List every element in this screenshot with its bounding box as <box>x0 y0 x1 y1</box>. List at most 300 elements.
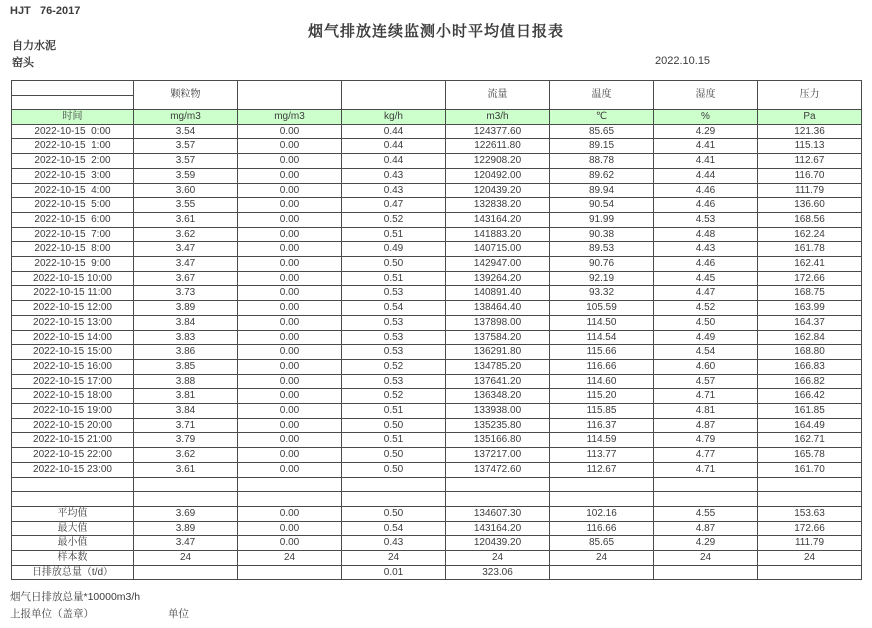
group-header-cell-4: 温度 <box>550 81 654 110</box>
value-cell: 114.59 <box>550 433 654 448</box>
value-cell: 0.00 <box>238 183 342 198</box>
table-row <box>12 345 862 360</box>
group-header-cell-0: 颗粒物 <box>134 81 238 110</box>
empty-cell <box>446 492 550 507</box>
summary-value-cell <box>758 565 862 580</box>
value-cell: 168.75 <box>758 286 862 301</box>
value-cell: 3.57 <box>134 139 238 154</box>
summary-value-cell: 4.55 <box>654 506 758 521</box>
empty-row <box>12 492 862 507</box>
value-cell: 135166.80 <box>446 433 550 448</box>
value-cell: 166.82 <box>758 374 862 389</box>
value-cell: 116.70 <box>758 168 862 183</box>
empty-cell <box>654 492 758 507</box>
value-cell: 120439.20 <box>446 183 550 198</box>
value-cell: 0.00 <box>238 139 342 154</box>
footer-note: 烟气日排放总量*10000m3/h <box>10 591 141 603</box>
table-row <box>12 301 862 316</box>
time-cell: 2022-10-15 12:00 <box>12 301 134 316</box>
time-cell: 2022-10-15 20:00 <box>12 418 134 433</box>
value-cell: 135235.80 <box>446 418 550 433</box>
summary-row <box>12 536 862 551</box>
value-cell: 0.51 <box>342 227 446 242</box>
unit-header-cell-4: m3/h <box>446 110 550 125</box>
value-cell: 136291.80 <box>446 345 550 360</box>
summary-row <box>12 565 862 580</box>
summary-value-cell: 102.16 <box>550 506 654 521</box>
table-row <box>12 257 862 272</box>
value-cell: 161.70 <box>758 462 862 477</box>
value-cell: 0.00 <box>238 286 342 301</box>
empty-cell <box>654 477 758 492</box>
time-cell: 2022-10-15 11:00 <box>12 286 134 301</box>
value-cell: 0.51 <box>342 404 446 419</box>
summary-value-cell: 153.63 <box>758 506 862 521</box>
value-cell: 161.78 <box>758 242 862 257</box>
summary-value-cell: 24 <box>238 551 342 566</box>
table-row <box>12 359 862 374</box>
summary-label: 平均值 <box>12 506 134 521</box>
value-cell: 89.15 <box>550 139 654 154</box>
value-cell: 92.19 <box>550 271 654 286</box>
empty-cell <box>550 477 654 492</box>
summary-value-cell: 24 <box>654 551 758 566</box>
value-cell: 0.00 <box>238 359 342 374</box>
value-cell: 3.62 <box>134 448 238 463</box>
group-header-cell-5: 湿度 <box>654 81 758 110</box>
summary-value-cell: 116.66 <box>550 521 654 536</box>
time-cell: 2022-10-15 8:00 <box>12 242 134 257</box>
value-cell: 3.84 <box>134 404 238 419</box>
table-head <box>12 81 862 125</box>
value-cell: 91.99 <box>550 212 654 227</box>
value-cell: 111.79 <box>758 183 862 198</box>
summary-value-cell: 0.00 <box>238 506 342 521</box>
unit-header-cell-5: ℃ <box>550 110 654 125</box>
value-cell: 0.47 <box>342 198 446 213</box>
summary-value-cell: 111.79 <box>758 536 862 551</box>
empty-cell <box>12 492 134 507</box>
value-cell: 166.42 <box>758 389 862 404</box>
value-cell: 3.83 <box>134 330 238 345</box>
summary-value-cell: 0.50 <box>342 506 446 521</box>
value-cell: 141883.20 <box>446 227 550 242</box>
summary-value-cell: 0.43 <box>342 536 446 551</box>
value-cell: 3.89 <box>134 301 238 316</box>
value-cell: 3.62 <box>134 227 238 242</box>
unit-header-cell-7: Pa <box>758 110 862 125</box>
summary-value-cell: 24 <box>446 551 550 566</box>
value-cell: 4.46 <box>654 198 758 213</box>
time-cell: 2022-10-15 14:00 <box>12 330 134 345</box>
value-cell: 137641.20 <box>446 374 550 389</box>
summary-value-cell: 3.69 <box>134 506 238 521</box>
value-cell: 3.85 <box>134 359 238 374</box>
empty-row <box>12 477 862 492</box>
value-cell: 0.00 <box>238 345 342 360</box>
time-cell: 2022-10-15 15:00 <box>12 345 134 360</box>
value-cell: 4.45 <box>654 271 758 286</box>
group-header-cell-3: 流量 <box>446 81 550 110</box>
value-cell: 88.78 <box>550 154 654 169</box>
summary-row <box>12 521 862 536</box>
unit-header-cell-1: mg/m3 <box>134 110 238 125</box>
value-cell: 0.00 <box>238 462 342 477</box>
time-subheader-cell <box>12 81 134 96</box>
time-subheader-cell <box>12 95 134 110</box>
value-cell: 0.00 <box>238 389 342 404</box>
value-cell: 0.44 <box>342 124 446 139</box>
empty-cell <box>446 477 550 492</box>
value-cell: 121.36 <box>758 124 862 139</box>
time-cell: 2022-10-15 2:00 <box>12 154 134 169</box>
value-cell: 0.00 <box>238 168 342 183</box>
station-name: 窑头 <box>12 57 34 69</box>
value-cell: 114.50 <box>550 315 654 330</box>
summary-value-cell <box>550 565 654 580</box>
value-cell: 3.61 <box>134 212 238 227</box>
value-cell: 0.00 <box>238 212 342 227</box>
value-cell: 0.53 <box>342 315 446 330</box>
value-cell: 4.77 <box>654 448 758 463</box>
value-cell: 4.52 <box>654 301 758 316</box>
value-cell: 0.00 <box>238 124 342 139</box>
value-cell: 4.47 <box>654 286 758 301</box>
unit-header-row <box>12 110 862 125</box>
value-cell: 89.53 <box>550 242 654 257</box>
report-table <box>11 80 862 580</box>
empty-cell <box>550 492 654 507</box>
group-header-cell-2 <box>342 81 446 110</box>
unit-header-cell-6: % <box>654 110 758 125</box>
value-cell: 139264.20 <box>446 271 550 286</box>
value-cell: 0.44 <box>342 139 446 154</box>
value-cell: 114.60 <box>550 374 654 389</box>
unit-header-cell-3: kg/h <box>342 110 446 125</box>
company-name: 自力水泥 <box>12 40 56 52</box>
value-cell: 3.81 <box>134 389 238 404</box>
value-cell: 0.50 <box>342 462 446 477</box>
value-cell: 85.65 <box>550 124 654 139</box>
value-cell: 0.43 <box>342 183 446 198</box>
value-cell: 90.38 <box>550 227 654 242</box>
value-cell: 163.99 <box>758 301 862 316</box>
value-cell: 0.00 <box>238 448 342 463</box>
table-row <box>12 139 862 154</box>
value-cell: 3.67 <box>134 271 238 286</box>
value-cell: 115.85 <box>550 404 654 419</box>
time-cell: 2022-10-15 13:00 <box>12 315 134 330</box>
summary-value-cell: 0.01 <box>342 565 446 580</box>
value-cell: 4.87 <box>654 418 758 433</box>
value-cell: 0.44 <box>342 154 446 169</box>
group-header-row <box>12 81 862 96</box>
value-cell: 138464.40 <box>446 301 550 316</box>
value-cell: 0.53 <box>342 286 446 301</box>
value-cell: 3.47 <box>134 242 238 257</box>
summary-value-cell: 0.54 <box>342 521 446 536</box>
value-cell: 0.00 <box>238 404 342 419</box>
empty-cell <box>342 492 446 507</box>
value-cell: 4.48 <box>654 227 758 242</box>
value-cell: 3.88 <box>134 374 238 389</box>
value-cell: 3.61 <box>134 462 238 477</box>
value-cell: 90.76 <box>550 257 654 272</box>
value-cell: 3.54 <box>134 124 238 139</box>
value-cell: 93.32 <box>550 286 654 301</box>
summary-value-cell: 120439.20 <box>446 536 550 551</box>
summary-label: 最小值 <box>12 536 134 551</box>
value-cell: 4.44 <box>654 168 758 183</box>
value-cell: 136348.20 <box>446 389 550 404</box>
table-row <box>12 389 862 404</box>
value-cell: 116.66 <box>550 359 654 374</box>
table-body <box>12 124 862 580</box>
time-cell: 2022-10-15 10:00 <box>12 271 134 286</box>
group-header-cell-6: 压力 <box>758 81 862 110</box>
value-cell: 0.00 <box>238 418 342 433</box>
value-cell: 90.54 <box>550 198 654 213</box>
table-row <box>12 198 862 213</box>
summary-value-cell <box>238 565 342 580</box>
value-cell: 3.60 <box>134 183 238 198</box>
value-cell: 4.49 <box>654 330 758 345</box>
report-unit-label: 上报单位（盖章） <box>10 608 94 620</box>
summary-value-cell: 323.06 <box>446 565 550 580</box>
time-cell: 2022-10-15 5:00 <box>12 198 134 213</box>
summary-label: 最大值 <box>12 521 134 536</box>
summary-label: 样本数 <box>12 551 134 566</box>
summary-label: 日排放总量（t/d） <box>12 565 134 580</box>
report-date: 2022.10.15 <box>655 55 711 67</box>
value-cell: 165.78 <box>758 448 862 463</box>
value-cell: 4.41 <box>654 139 758 154</box>
value-cell: 115.66 <box>550 345 654 360</box>
value-cell: 120492.00 <box>446 168 550 183</box>
table-row <box>12 154 862 169</box>
table-row <box>12 286 862 301</box>
summary-value-cell: 24 <box>550 551 654 566</box>
value-cell: 168.80 <box>758 345 862 360</box>
value-cell: 4.53 <box>654 212 758 227</box>
value-cell: 0.50 <box>342 257 446 272</box>
empty-cell <box>758 477 862 492</box>
empty-cell <box>238 477 342 492</box>
value-cell: 4.41 <box>654 154 758 169</box>
value-cell: 115.13 <box>758 139 862 154</box>
time-cell: 2022-10-15 6:00 <box>12 212 134 227</box>
value-cell: 0.53 <box>342 330 446 345</box>
value-cell: 143164.20 <box>446 212 550 227</box>
value-cell: 132838.20 <box>446 198 550 213</box>
value-cell: 0.52 <box>342 212 446 227</box>
value-cell: 3.55 <box>134 198 238 213</box>
value-cell: 4.29 <box>654 124 758 139</box>
value-cell: 0.53 <box>342 345 446 360</box>
time-cell: 2022-10-15 0:00 <box>12 124 134 139</box>
value-cell: 4.46 <box>654 183 758 198</box>
value-cell: 4.71 <box>654 389 758 404</box>
summary-row <box>12 551 862 566</box>
value-cell: 122611.80 <box>446 139 550 154</box>
time-cell: 2022-10-15 7:00 <box>12 227 134 242</box>
time-cell: 2022-10-15 23:00 <box>12 462 134 477</box>
value-cell: 0.52 <box>342 359 446 374</box>
value-cell: 3.86 <box>134 345 238 360</box>
value-cell: 0.50 <box>342 448 446 463</box>
value-cell: 3.79 <box>134 433 238 448</box>
summary-row <box>12 506 862 521</box>
value-cell: 162.41 <box>758 257 862 272</box>
time-cell: 2022-10-15 4:00 <box>12 183 134 198</box>
table-row <box>12 330 862 345</box>
table-row <box>12 168 862 183</box>
time-cell: 2022-10-15 17:00 <box>12 374 134 389</box>
value-cell: 166.83 <box>758 359 862 374</box>
value-cell: 4.79 <box>654 433 758 448</box>
value-cell: 0.53 <box>342 374 446 389</box>
summary-value-cell <box>654 565 758 580</box>
value-cell: 137898.00 <box>446 315 550 330</box>
value-cell: 105.59 <box>550 301 654 316</box>
value-cell: 112.67 <box>550 462 654 477</box>
time-cell: 2022-10-15 16:00 <box>12 359 134 374</box>
empty-cell <box>758 492 862 507</box>
value-cell: 0.51 <box>342 433 446 448</box>
value-cell: 0.00 <box>238 374 342 389</box>
value-cell: 3.47 <box>134 257 238 272</box>
value-cell: 4.57 <box>654 374 758 389</box>
value-cell: 137472.60 <box>446 462 550 477</box>
time-cell: 2022-10-15 22:00 <box>12 448 134 463</box>
summary-value-cell: 0.00 <box>238 521 342 536</box>
empty-cell <box>238 492 342 507</box>
value-cell: 142947.00 <box>446 257 550 272</box>
table-row <box>12 448 862 463</box>
value-cell: 0.49 <box>342 242 446 257</box>
value-cell: 0.51 <box>342 271 446 286</box>
value-cell: 172.66 <box>758 271 862 286</box>
value-cell: 3.73 <box>134 286 238 301</box>
value-cell: 3.71 <box>134 418 238 433</box>
value-cell: 0.54 <box>342 301 446 316</box>
time-cell: 2022-10-15 1:00 <box>12 139 134 154</box>
table-row <box>12 433 862 448</box>
doc-code: HJT 76-2017 <box>10 5 81 17</box>
value-cell: 162.24 <box>758 227 862 242</box>
summary-value-cell: 85.65 <box>550 536 654 551</box>
summary-value-cell: 4.87 <box>654 521 758 536</box>
value-cell: 0.00 <box>238 227 342 242</box>
value-cell: 168.56 <box>758 212 862 227</box>
value-cell: 4.81 <box>654 404 758 419</box>
time-cell: 2022-10-15 21:00 <box>12 433 134 448</box>
summary-value-cell: 4.29 <box>654 536 758 551</box>
value-cell: 122908.20 <box>446 154 550 169</box>
value-cell: 124377.60 <box>446 124 550 139</box>
value-cell: 4.46 <box>654 257 758 272</box>
table-row <box>12 124 862 139</box>
table-row <box>12 462 862 477</box>
summary-value-cell: 24 <box>758 551 862 566</box>
table-row <box>12 315 862 330</box>
value-cell: 137217.00 <box>446 448 550 463</box>
time-cell: 2022-10-15 9:00 <box>12 257 134 272</box>
value-cell: 114.54 <box>550 330 654 345</box>
table-row <box>12 183 862 198</box>
value-cell: 0.00 <box>238 330 342 345</box>
value-cell: 89.94 <box>550 183 654 198</box>
unit-label: 单位 <box>168 608 189 620</box>
value-cell: 0.52 <box>342 389 446 404</box>
value-cell: 0.00 <box>238 154 342 169</box>
value-cell: 0.00 <box>238 198 342 213</box>
time-header-cell: 时间 <box>12 110 134 125</box>
summary-value-cell <box>134 565 238 580</box>
value-cell: 3.84 <box>134 315 238 330</box>
table-row <box>12 374 862 389</box>
value-cell: 0.00 <box>238 433 342 448</box>
value-cell: 3.59 <box>134 168 238 183</box>
summary-value-cell: 24 <box>342 551 446 566</box>
value-cell: 89.62 <box>550 168 654 183</box>
value-cell: 3.57 <box>134 154 238 169</box>
value-cell: 164.37 <box>758 315 862 330</box>
value-cell: 4.54 <box>654 345 758 360</box>
time-cell: 2022-10-15 18:00 <box>12 389 134 404</box>
value-cell: 4.43 <box>654 242 758 257</box>
page-title: 烟气排放连续监测小时平均值日报表 <box>307 23 564 40</box>
value-cell: 4.71 <box>654 462 758 477</box>
value-cell: 162.71 <box>758 433 862 448</box>
value-cell: 0.00 <box>238 271 342 286</box>
value-cell: 0.00 <box>238 301 342 316</box>
value-cell: 140715.00 <box>446 242 550 257</box>
time-cell: 2022-10-15 19:00 <box>12 404 134 419</box>
summary-value-cell: 172.66 <box>758 521 862 536</box>
empty-cell <box>12 477 134 492</box>
summary-value-cell: 24 <box>134 551 238 566</box>
value-cell: 115.20 <box>550 389 654 404</box>
value-cell: 0.00 <box>238 257 342 272</box>
value-cell: 162.84 <box>758 330 862 345</box>
value-cell: 4.60 <box>654 359 758 374</box>
table-row <box>12 418 862 433</box>
value-cell: 133938.00 <box>446 404 550 419</box>
value-cell: 164.49 <box>758 418 862 433</box>
table-row <box>12 212 862 227</box>
value-cell: 140891.40 <box>446 286 550 301</box>
value-cell: 116.37 <box>550 418 654 433</box>
value-cell: 0.00 <box>238 315 342 330</box>
table-row <box>12 271 862 286</box>
table-row <box>12 227 862 242</box>
value-cell: 137584.20 <box>446 330 550 345</box>
value-cell: 134785.20 <box>446 359 550 374</box>
value-cell: 136.60 <box>758 198 862 213</box>
summary-value-cell: 143164.20 <box>446 521 550 536</box>
group-header-cell-1 <box>238 81 342 110</box>
table-row <box>12 242 862 257</box>
summary-value-cell: 3.89 <box>134 521 238 536</box>
value-cell: 0.43 <box>342 168 446 183</box>
summary-value-cell: 134607.30 <box>446 506 550 521</box>
summary-value-cell: 0.00 <box>238 536 342 551</box>
summary-value-cell: 3.47 <box>134 536 238 551</box>
time-cell: 2022-10-15 3:00 <box>12 168 134 183</box>
table-row <box>12 404 862 419</box>
value-cell: 4.50 <box>654 315 758 330</box>
